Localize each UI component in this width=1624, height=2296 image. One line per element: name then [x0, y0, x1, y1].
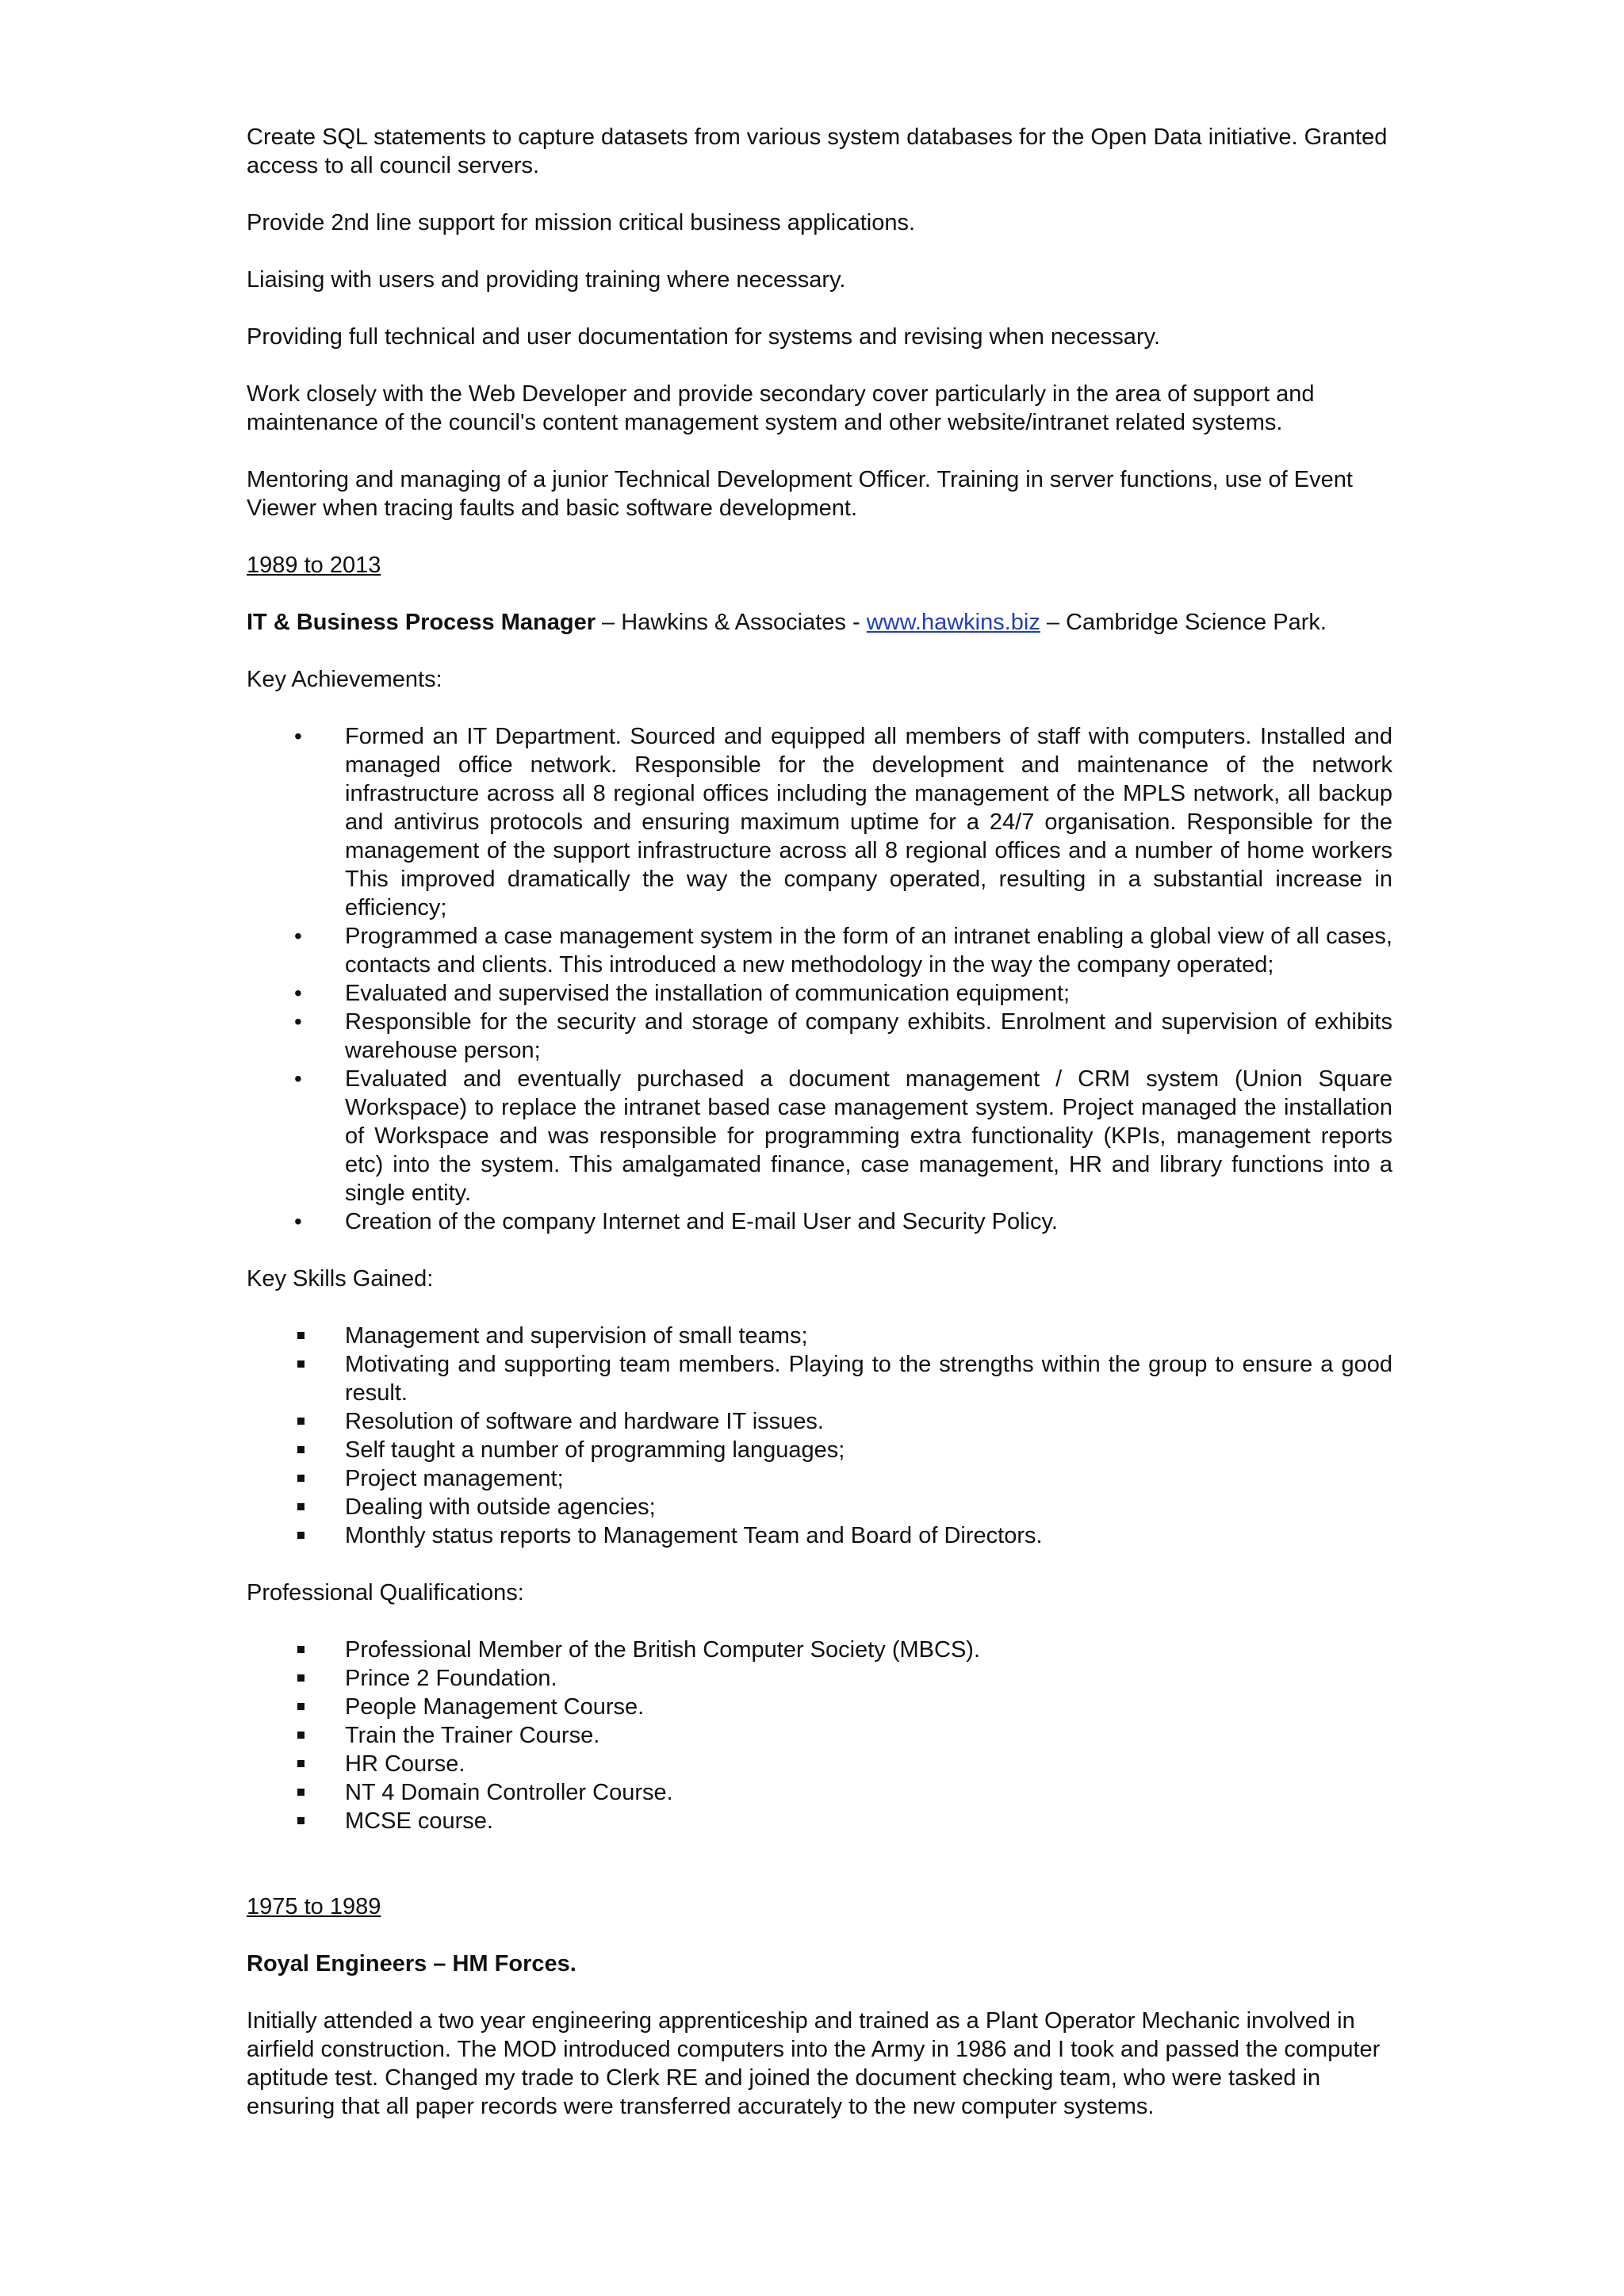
achievements-list	[247, 722, 1392, 1236]
qualifications-heading: Professional Qualifications:	[247, 1580, 524, 1605]
intro-paragraph: Work closely with the Web Developer and provide secondary cover particularly in the area of support and maintenance of the council's content management system and other website/intranet related systems.	[247, 381, 1315, 435]
skills-heading: Key Skills Gained:	[247, 1266, 434, 1292]
qualifications-list	[247, 1636, 1392, 1835]
company-website-link[interactable]: www.hawkins.biz	[866, 610, 1040, 635]
intro-paragraph: Create SQL statements to capture datasets from various system databases for the Open Data initiative. Granted access to all council servers.	[247, 124, 1388, 178]
list-item: Self taught a number of programming languages;	[247, 1436, 1392, 1464]
job1-company-post: – Cambridge Science Park.	[1040, 610, 1327, 635]
list-item: Professional Member of the British Computer Society (MBCS).	[247, 1636, 1392, 1664]
cv-content	[247, 123, 1392, 2149]
list-item: • Programmed a case management system in the form of an intranet enabling a global view of all cases, contacts and clients. This introduced a new methodology in the way the company operated;	[247, 922, 1392, 979]
list-item: Motivating and supporting team members. Playing to the strengths within the group to ensure a good result.	[247, 1350, 1392, 1407]
job2-title: Royal Engineers – HM Forces.	[247, 1951, 576, 1976]
list-item: Resolution of software and hardware IT issues.	[247, 1407, 1392, 1436]
job1-title: IT & Business Process Manager	[247, 610, 596, 635]
list-item: • Evaluated and supervised the installation of communication equipment;	[247, 979, 1392, 1008]
job2-description: Initially attended a two year engineering apprenticeship and trained as a Plant Operator Mechanic involved in airfield construction. The MOD introduced computers into the Army in 1986 and I took and passed the computer aptitude test. Changed my trade to Clerk RE and joined the document checking team, who were tasked in ensuring that all paper records were transferred accurately to the new computer systems.	[247, 2008, 1381, 2119]
list-item: Train the Trainer Course.	[247, 1721, 1392, 1750]
list-item: • Responsible for the security and storage of company exhibits. Enrolment and supervision of exhibits warehouse person;	[247, 1008, 1392, 1065]
list-item: Prince 2 Foundation.	[247, 1664, 1392, 1693]
list-item: Project management;	[247, 1464, 1392, 1493]
list-item: Monthly status reports to Management Team and Board of Directors.	[247, 1521, 1392, 1550]
job1-heading	[247, 608, 1392, 637]
list-item: • Evaluated and eventually purchased a document management / CRM system (Union Square Workspace) to replace the intranet based case management system. Project managed the installation of Workspace and was responsible for programming extra functionality (KPIs, management reports etc) into the system. This amalgamated finance, case management, HR and library functions into a single entity.	[247, 1065, 1392, 1207]
list-item: Management and supervision of small teams;	[247, 1322, 1392, 1350]
list-item: • Creation of the company Internet and E-mail User and Security Policy.	[247, 1207, 1392, 1236]
list-item: • Formed an IT Department. Sourced and equipped all members of staff with computers. Installed and managed office network. Responsible for the development and maintenance of the network infrastructure across all 8 regional offices including the management of the MPLS network, all backup and antivirus protocols and ensuring maximum uptime for a 24/7 organisation. Responsible for the management of the support infrastructure across all 8 regional offices and a number of home workers This improved dramatically the way the company operated, resulting in a substantial increase in efficiency;	[247, 722, 1392, 922]
job1-period: 1989 to 2013	[247, 553, 381, 578]
intro-paragraph: Liaising with users and providing training where necessary.	[247, 267, 846, 293]
list-item: HR Course.	[247, 1750, 1392, 1778]
intro-paragraph: Provide 2nd line support for mission critical business applications.	[247, 210, 916, 235]
list-item: Dealing with outside agencies;	[247, 1493, 1392, 1521]
list-item: NT 4 Domain Controller Course.	[247, 1778, 1392, 1807]
job1-company-pre: – Hawkins & Associates -	[596, 610, 867, 635]
skills-list	[247, 1322, 1392, 1550]
intro-paragraph: Providing full technical and user documentation for systems and revising when necessary.	[247, 324, 1160, 350]
job2-period: 1975 to 1989	[247, 1894, 381, 1919]
list-item: People Management Course.	[247, 1693, 1392, 1721]
intro-paragraph: Mentoring and managing of a junior Technical Development Officer. Training in server functions, use of Event Viewer when tracing faults and basic software development.	[247, 467, 1353, 521]
achievements-heading: Key Achievements:	[247, 667, 442, 692]
list-item: MCSE course.	[247, 1807, 1392, 1835]
